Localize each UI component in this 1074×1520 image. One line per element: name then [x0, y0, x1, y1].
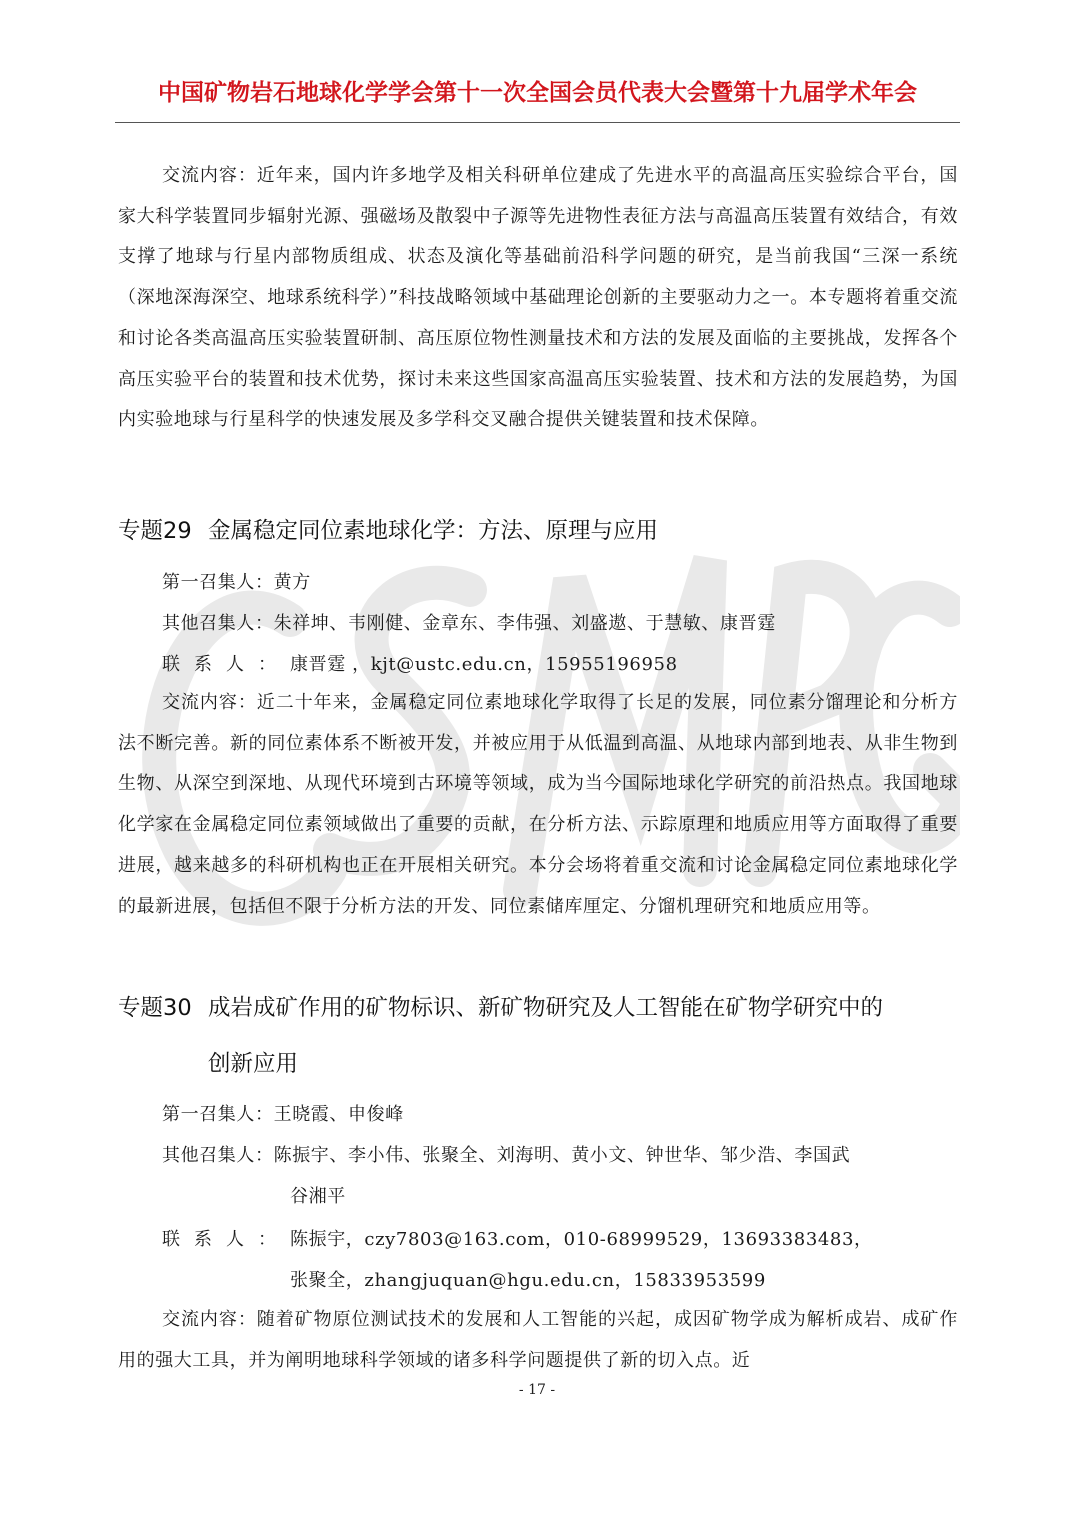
topic-30-first-convener: [162, 1100, 404, 1126]
contact-label: 联系人：: [162, 654, 290, 675]
topic-30-heading: [118, 990, 960, 1022]
topic-29-title: 金属稳定同位素地球化学：方法、原理与应用: [208, 518, 659, 544]
topic-30-title-line1: 成岩成矿作用的矿物标识、新矿物研究及人工智能在矿物学研究中的: [208, 995, 884, 1021]
topic-30-title-line2: 创新应用: [208, 1051, 299, 1077]
topic-30-number: 专题30: [118, 995, 192, 1021]
topic-29-number: 专题29: [118, 518, 192, 544]
topic-30-content: 交流内容：随着矿物原位测试技术的发展和人工智能的兴起，成因矿物学成为解析成岩、成矿作用的强大工具，并为阐明地球科学领域的诸多科学问题提供了新的切入点。近: [118, 1309, 958, 1371]
topic-30-contact: [162, 1225, 873, 1251]
first-convener-label: 第一召集人：: [162, 572, 274, 593]
header-rule: [115, 122, 960, 123]
topic-30-other-conveners: [162, 1141, 850, 1167]
first-convener-value: 王晓霞、申俊峰: [273, 1104, 404, 1125]
topic-30-contact-cont: 张聚全，zhangjuquan@hgu.edu.cn，15833953599: [290, 1270, 766, 1291]
contact-value: 康晋霆 ，kjt@ustc.edu.cn，15955196958: [290, 654, 678, 675]
other-conveners-value: 朱祥坤、韦刚健、金章东、李伟强、刘盛遨、于慧敏、康晋霆: [273, 613, 776, 634]
topic-29-contact: [162, 650, 678, 676]
first-convener-value: 黄方: [273, 572, 311, 593]
other-conveners-label: 其他召集人：: [162, 1145, 274, 1166]
intro-paragraph: 交流内容：近年来，国内许多地学及相关科研单位建成了先进水平的高温高压实验综合平台，国家大科学装置同步辐射光源、强磁场及散裂中子源等先进物性表征方法与高温高压装置有效结合，有效支撑了地球与行星内部物质组成、状态及演化等基础前沿科学问题的研究，是当前我国“三深一系统（深地深海深空、地球系统科学）”科技战略领域中基础理论创新的主要驱动力之一。本专题将着重交流和讨论各类高温高压实验装置研制、高压原位物性测量技术和方法的发展及面临的主要挑战，发挥各个高压实验平台的装置和技术优势，探讨未来这些国家高温高压实验装置、技术和方法的发展趋势，为国内实验地球与行星科学的快速发展及多学科交叉融合提供关键装置和技术保障。: [118, 165, 958, 431]
other-conveners-value: 陈振宇、李小伟、张聚全、刘海明、黄小文、钟世华、邹少浩、李国武: [273, 1145, 851, 1166]
other-conveners-label: 其他召集人：: [162, 613, 274, 634]
contact-label: 联系人：: [162, 1229, 290, 1250]
topic-29-heading: [118, 513, 960, 545]
topic-30-other-conveners-cont: 谷湘平: [290, 1186, 346, 1207]
topic-29-content: 交流内容：近二十年来，金属稳定同位素地球化学取得了长足的发展，同位素分馏理论和分析方法不断完善。新的同位素体系不断被开发，并被应用于从低温到高温、从地球内部到地表、从非生物到生物、从深空到深地、从现代环境到古环境等领域，成为当今国际地球化学研究的前沿热点。我国地球化学家在金属稳定同位素领域做出了重要的贡献，在分析方法、示踪原理和地质应用等方面取得了重要进展，越来越多的科研机构也正在开展相关研究。本分会场将着重交流和讨论金属稳定同位素地球化学的最新进展，包括但不限于分析方法的开发、同位素储库厘定、分馏机理研究和地质应用等。: [118, 692, 958, 917]
topic-29-first-convener: [162, 568, 311, 594]
page-number: - 17 -: [518, 1382, 556, 1398]
running-header: 中国矿物岩石地球化学学会第十一次全国会员代表大会暨第十九届学术年会: [158, 80, 917, 106]
contact-value: 陈振宇，czy7803@163.com，010-68999529，13693383483，: [290, 1229, 873, 1250]
topic-29-other-conveners: [162, 609, 776, 635]
first-convener-label: 第一召集人：: [162, 1104, 274, 1125]
